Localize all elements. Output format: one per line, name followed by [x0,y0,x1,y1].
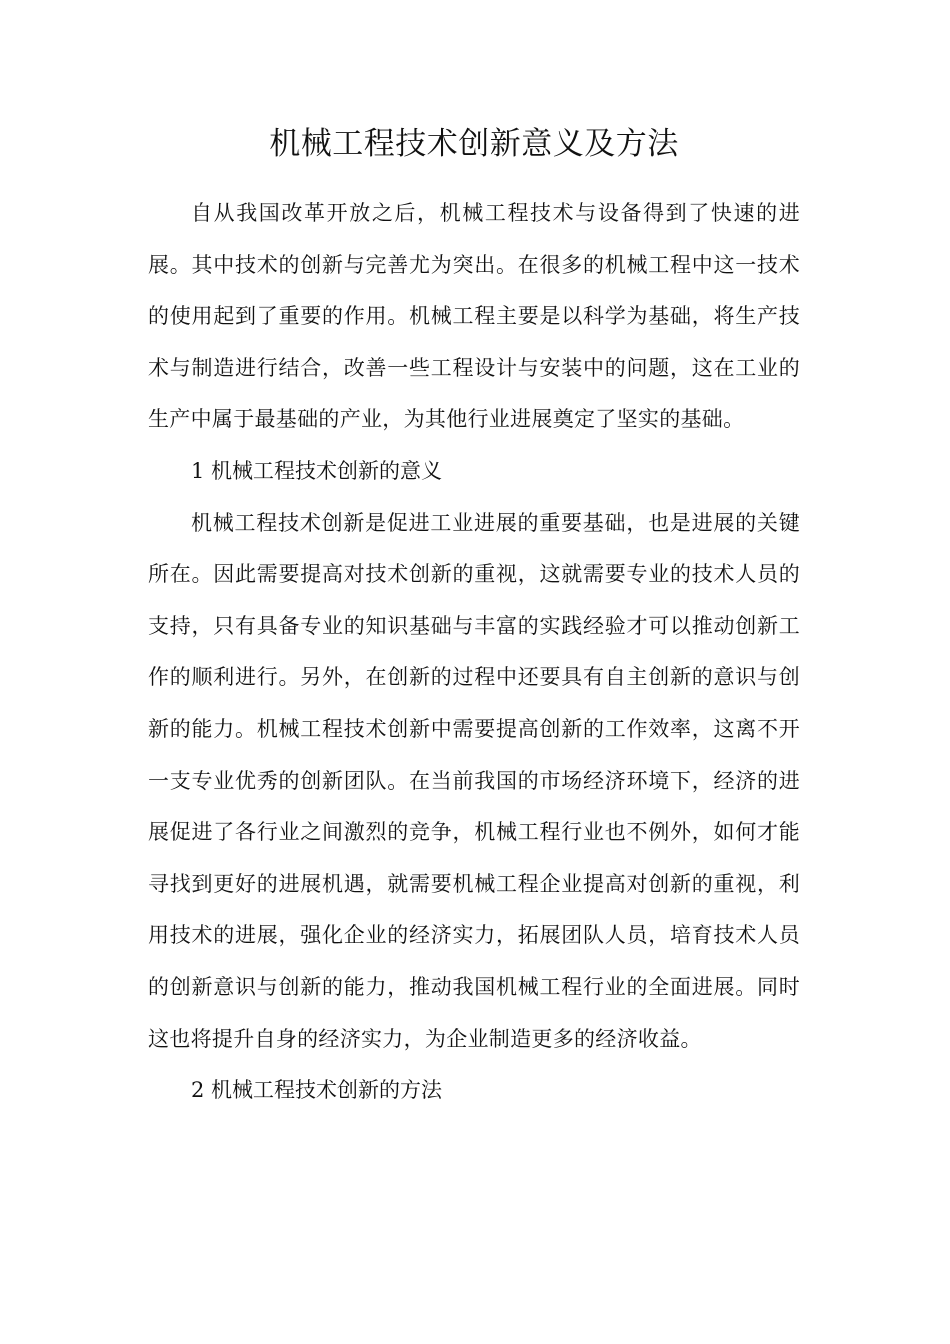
section-1-paragraph: 机械工程技术创新是促进工业进展的重要基础，也是进展的关键所在。因此需要提高对技术创新的重视，这就需要专业的技术人员的支持，只有具备专业的知识基础与丰富的实践经验才可以推动创新工作的顺利进行。另外，在创新的过程中还要具有自主创新的意识与创新的能力。机械工程技术创新中需要提高创新的工作效率，这离不开一支专业优秀的创新团队。在当前我国的市场经济环境下，经济的进展促进了各行业之间激烈的竞争，机械工程行业也不例外，如何才能寻找到更好的进展机遇，就需要机械工程企业提高对创新的重视，利用技术的进展，强化企业的经济实力，拓展团队人员，培育技术人员的创新意识与创新的能力，推动我国机械工程行业的全面进展。同时这也将提升自身的经济实力，为企业制造更多的经济收益。 [148,510,800,1051]
section-1-heading: 1 机械工程技术创新的意义 [191,458,443,483]
section-2-heading: 2 机械工程技术创新的方法 [191,1078,443,1103]
document-title: 机械工程技术创新意义及方法 [269,126,679,162]
document-body [148,188,800,1117]
intro-paragraph: 自从我国改革开放之后，机械工程技术与设备得到了快速的进展。其中技术的创新与完善尤为突出。在很多的机械工程中这一技术的使用起到了重要的作用。机械工程主要是以科学为基础，将生产技术与制造进行结合，改善一些工程设计与安装中的问题，这在工业的生产中属于最基础的产业，为其他行业进展奠定了坚实的基础。 [148,201,800,432]
